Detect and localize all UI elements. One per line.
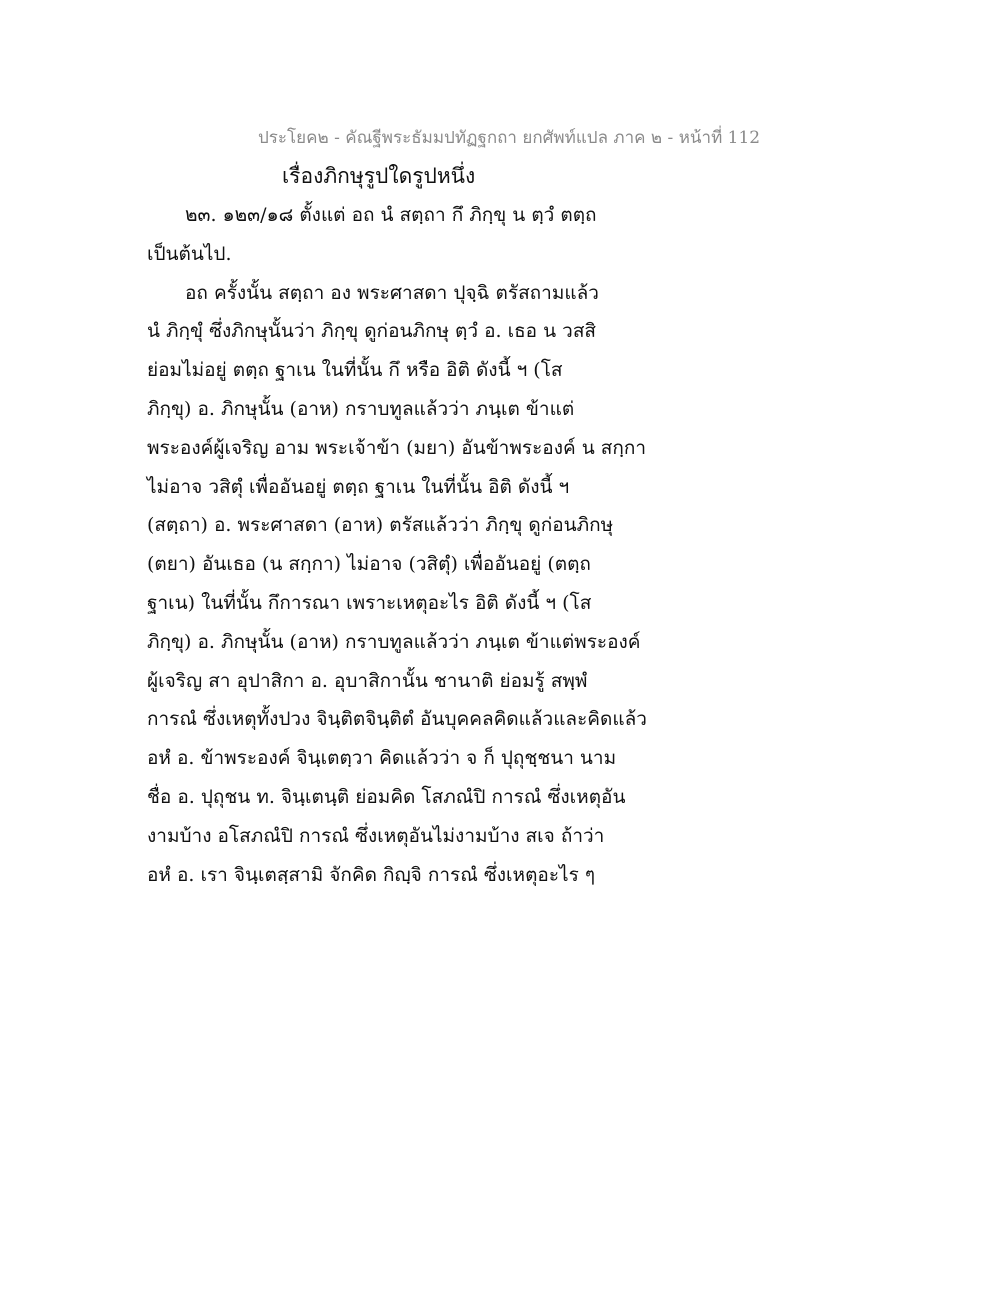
body-line: อถ ครั้งนั้น สตฺถา อง พระศาสดา ปุจฺฉิ ตรัสถามแล้ว [185,281,599,304]
body-line: การณํ ซึ่งเหตุทั้งปวง จินฺติตจินฺติตํ อันบุคคลคิดแล้วและคิดแล้ว [147,708,647,731]
body-line: งามบ้าง อโสภณํปิ การณํ ซึ่งเหตุอันไม่งามบ้าง สเจ ถ้าว่า [147,824,605,847]
body-line: ย่อมไม่อยู่ ตตฺถ ฐาเน ในที่นั้น กึ หรือ อิติ ดังนี้ ฯ (โส [147,359,563,382]
body-line: (ตยา) อันเธอ (น สกฺกา) ไม่อาจ (วสิตุํ) เพื่ออันอยู่ (ตตฺถ [147,553,591,576]
body-line: นํ ภิกฺขุํ ซึ่งภิกษุนั้นว่า ภิกฺขุ ดูก่อนภิกษุ ตฺวํ อ. เธอ น วสสิ [147,320,597,343]
body-text [147,196,657,894]
body-line: ภิกฺขุ) อ. ภิกษุนั้น (อาห) กราบทูลแล้วว่า ภนฺเต ข้าแต่พระองค์ [147,630,641,653]
running-header: ประโยค๒ - คัณฐีพระธัมมปทัฏฐกถา ยกศัพท์แปล ภาค ๒ - หน้าที่ 112 [258,128,761,148]
body-line: เป็นต้นไป. [147,242,232,265]
body-line: ฐาเน) ในที่นั้น กึการณา เพราะเหตุอะไร อิติ ดังนี้ ฯ (โส [147,591,592,614]
story-title: เรื่องภิกษุรูปใดรูปหนึ่ง [282,164,476,188]
body-line: พระองค์ผู้เจริญ อาม พระเจ้าข้า (มยา) อันข้าพระองค์ น สกฺกา [147,436,647,459]
body-line: ผู้เจริญ สา อุปาสิกา อ. อุบาสิกานั้น ชานาติ ย่อมรู้ สพฺพํ [147,669,588,692]
body-line: ภิกฺขุ) อ. ภิกษุนั้น (อาห) กราบทูลแล้วว่า ภนฺเต ข้าแต่ [147,397,575,420]
body-line: อหํ อ. ข้าพระองค์ จินฺเตตฺวา คิดแล้วว่า จ ก็ ปุถุชฺชนา นาม [147,747,617,770]
body-line: (สตฺถา) อ. พระศาสดา (อาห) ตรัสแล้วว่า ภิกฺขุ ดูก่อนภิกษุ [147,514,614,537]
body-line: ๒๓. ๑๒๓/๑๘ ตั้งแต่ อถ นํ สตฺถา กึ ภิกฺขุ น ตฺวํ ตตฺถ [185,204,597,226]
body-line: ชื่อ อ. ปุถุชน ท. จินฺเตนฺติ ย่อมคิด โสภณํปิ การณํ ซึ่งเหตุอัน [147,785,626,808]
body-line: อหํ อ. เรา จินฺเตสฺสามิ จักคิด กิญฺจิ การณํ ซึ่งเหตุอะไร ๆ [147,863,596,886]
body-line: ไม่อาจ วสิตุํ เพื่ออันอยู่ ตตฺถ ฐาเน ในที่นั้น อิติ ดังนี้ ฯ [147,475,570,498]
